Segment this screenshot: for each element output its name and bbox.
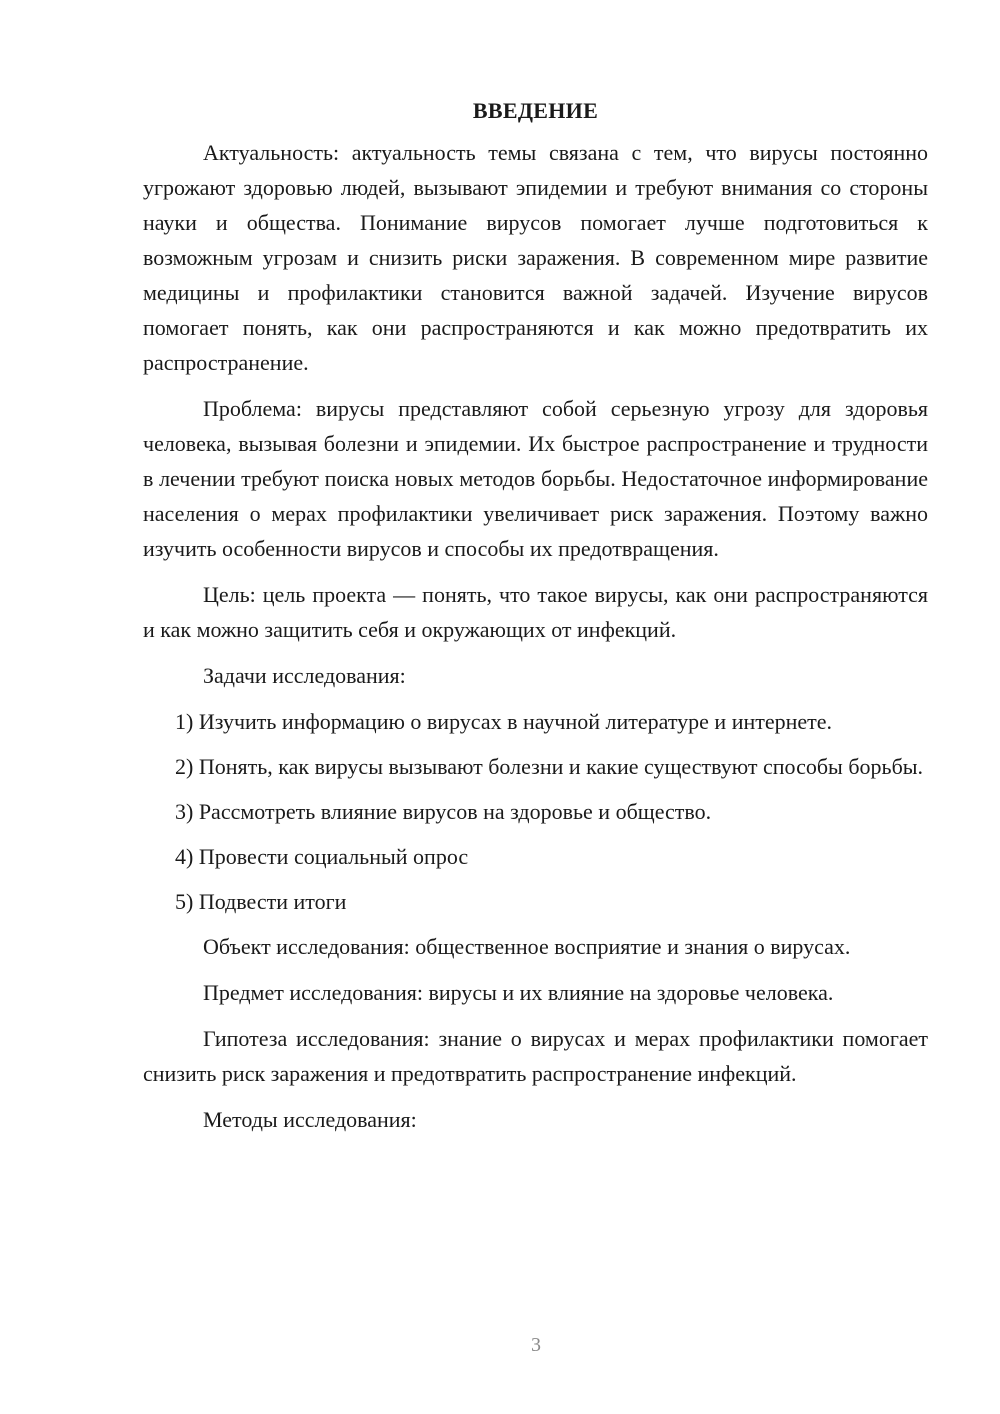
paragraph-object: Объект исследования: общественное восприятие и знания о вирусах. (203, 934, 851, 959)
paragraph-goal: Цель: цель проекта — понять, что такое вирусы, как они распространяются и как можно защитить себя и окружающих от инфекций. (143, 582, 928, 642)
paragraph-hypothesis: Гипотеза исследования: знание о вирусах и мерах профилактики помогает снизить риск заражения и предотвратить распространение инфекций. (143, 1026, 928, 1086)
methods-heading: Методы исследования: (203, 1107, 417, 1132)
list-item: 4) Провести социальный опрос (175, 844, 469, 869)
paragraph-problem: Проблема: вирусы представляют собой серьезную угрозу для здоровья человека, вызывая болезни и эпидемии. Их быстрое распространение и трудности в лечении требуют поиска новых методов борьбы. Недостаточное информирование населения о мерах профилактики увеличивает риск заражения. Поэтому важно изучить особенности вирусов и способы их предотвращения. (143, 396, 928, 561)
paragraph-subject: Предмет исследования: вирусы и их влияние на здоровье человека. (203, 980, 834, 1005)
list-item: 2) Понять, как вирусы вызывают болезни и какие существуют способы борьбы. (175, 754, 924, 779)
document-page (143, 96, 928, 1148)
list-item: 3) Рассмотреть влияние вирусов на здоровье и общество. (175, 799, 712, 824)
list-item: 1) Изучить информацию о вирусах в научной литературе и интернете. (175, 709, 833, 734)
tasks-list (143, 704, 928, 929)
page-number: 3 (531, 1334, 541, 1356)
tasks-heading: Задачи исследования: (203, 663, 406, 688)
paragraph-relevance: Актуальность: актуальность темы связана с тем, что вирусы постоянно угрожают здоровью людей, вызывают эпидемии и требуют внимания со стороны науки и общества. Понимание вирусов помогает лучше подготовиться к возможным угрозам и снизить риски заражения. В современном мире развитие медицины и профилактики становится важной задачей. Изучение вирусов помогает понять, как они распространяются и как можно предотвратить их распространение. (143, 140, 928, 375)
list-item: 5) Подвести итоги (175, 889, 347, 914)
page-title: ВВЕДЕНИЕ (472, 98, 599, 123)
